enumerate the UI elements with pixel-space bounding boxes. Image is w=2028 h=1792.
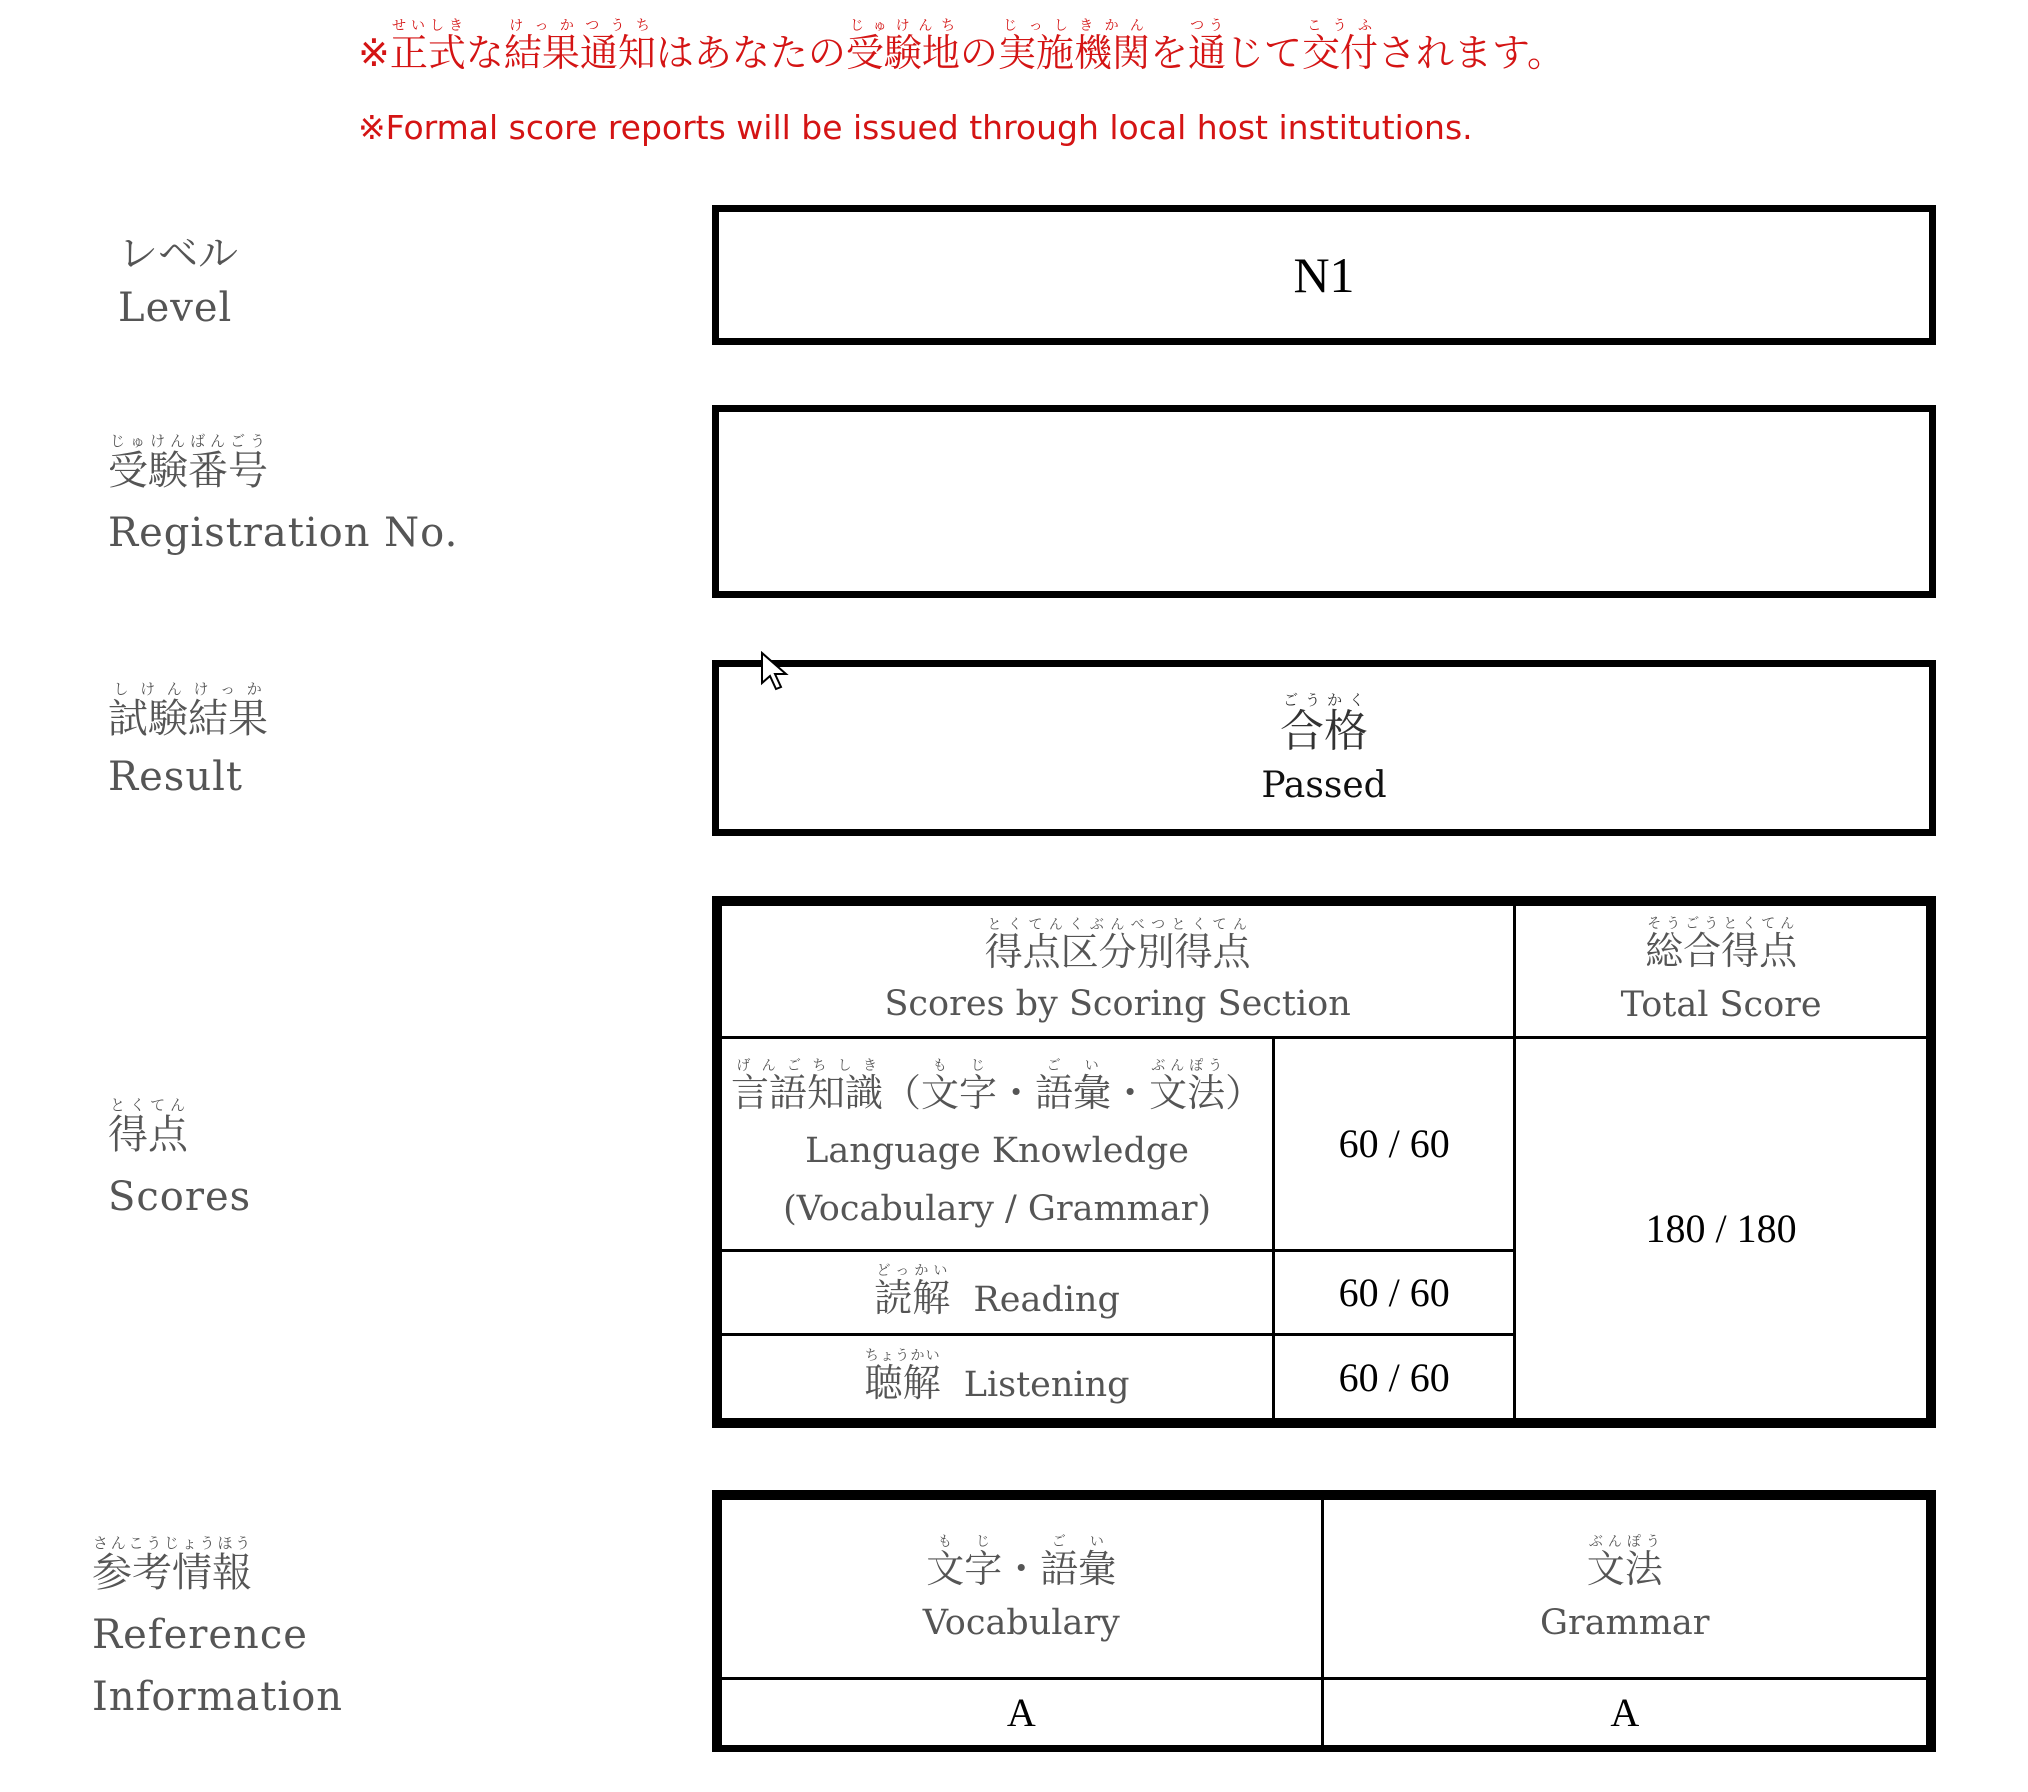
language-knowledge-en-line2: (Vocabulary / Grammar) — [783, 1189, 1212, 1230]
text-segment: じて — [1225, 31, 1302, 75]
ruby-segment — [845, 18, 960, 75]
language-knowledge-ja — [722, 1058, 1272, 1117]
ruby-base: 語彙 — [1040, 1547, 1117, 1591]
result-en: Passed — [1261, 764, 1387, 806]
ruby-base: 文字 — [926, 1547, 1003, 1591]
result-label-ja: 試験結果 — [108, 696, 268, 742]
ruby-segment — [921, 1058, 998, 1116]
grammar-header-ruby: ぶんぽう — [1586, 1534, 1663, 1550]
level-label-ja: レベル — [118, 231, 238, 277]
language-knowledge-score: 60 / 60 — [1338, 1121, 1450, 1167]
text-segment: ※ — [358, 31, 390, 75]
ruby-reading: けっかつうち — [503, 18, 656, 34]
text-segment: ・ — [997, 1071, 1036, 1116]
ruby-segment — [389, 18, 466, 75]
text-segment: を — [1149, 31, 1188, 75]
total-score: 180 / 180 — [1645, 1205, 1797, 1251]
text-segment: （ — [883, 1071, 922, 1116]
registration-label — [108, 432, 458, 556]
result-label-ruby: しけんけっか — [108, 680, 268, 698]
section-header-ja: 得点区分別得点 — [984, 930, 1251, 975]
reading-cell — [721, 1251, 1274, 1335]
text-segment: の — [959, 31, 998, 75]
reading-score: 60 / 60 — [1338, 1270, 1450, 1316]
level-value-box — [712, 205, 1936, 345]
result-ruby: ごうかく — [1280, 690, 1368, 709]
reference-label — [92, 1534, 343, 1720]
total-header-ja: 総合得点 — [1645, 929, 1798, 974]
ruby-base: 結果通知 — [503, 31, 656, 75]
ruby-base: 言語知識 — [731, 1071, 884, 1116]
text-segment: ・ — [1002, 1547, 1041, 1591]
ruby-segment — [997, 18, 1150, 75]
total-header-cell — [1515, 905, 1928, 1038]
vocabulary-header-cell — [721, 1499, 1323, 1679]
reference-label-ja: 参考情報 — [92, 1550, 252, 1596]
registration-value-box — [712, 405, 1936, 598]
ruby-segment — [731, 1058, 884, 1116]
grammar-header-en: Grammar — [1540, 1603, 1710, 1643]
level-label-en: Level — [118, 285, 233, 331]
section-header-ruby: とくてんくぶんべつとくてん — [984, 917, 1251, 934]
grammar-grade-cell — [1322, 1679, 1927, 1747]
text-segment: ） — [1225, 1071, 1264, 1116]
ruby-reading: こうふ — [1302, 18, 1379, 34]
result-ja: 合格 — [1280, 705, 1368, 757]
reference-label-en-line1: Reference — [92, 1612, 308, 1658]
ruby-base: 実施機関 — [997, 31, 1150, 75]
scores-label-ruby: とくてん — [108, 1096, 188, 1114]
reference-table — [719, 1497, 1929, 1748]
text-segment: されます。 — [1378, 31, 1565, 75]
official-notice-ja — [358, 18, 1565, 77]
language-knowledge-en-line1: Language Knowledge — [805, 1131, 1190, 1172]
ruby-base: 文法 — [1149, 1071, 1226, 1116]
scores-label-en: Scores — [108, 1174, 252, 1220]
ruby-base: 通 — [1187, 31, 1226, 75]
listening-score: 60 / 60 — [1338, 1354, 1450, 1400]
ruby-reading: じゅけんち — [845, 18, 960, 34]
reading-score-cell — [1274, 1251, 1515, 1335]
registration-label-ruby: じゅけんばんごう — [108, 432, 268, 450]
ruby-segment — [1149, 1058, 1226, 1116]
ruby-reading: もじ — [926, 1534, 1003, 1550]
scores-label-ja: 得点 — [108, 1112, 188, 1158]
listening-score-cell — [1274, 1335, 1515, 1420]
grammar-grade: A — [1610, 1690, 1640, 1735]
ruby-base: 語彙 — [1035, 1071, 1112, 1116]
total-header-ruby: そうごうとくてん — [1645, 916, 1798, 933]
ruby-reading: げんごちしき — [731, 1058, 884, 1075]
listening-cell — [721, 1335, 1274, 1420]
vocabulary-header-en: Vocabulary — [922, 1603, 1120, 1643]
registration-label-en: Registration No. — [108, 510, 459, 556]
ruby-segment — [1187, 18, 1226, 75]
ruby-reading: もじ — [921, 1058, 998, 1075]
text-segment: な — [465, 31, 504, 75]
ruby-base: 正式 — [389, 31, 466, 75]
section-header-cell — [721, 905, 1515, 1038]
mouse-pointer-icon — [760, 651, 790, 691]
reading-ja: 読解 — [874, 1276, 951, 1321]
language-knowledge-cell — [721, 1037, 1274, 1250]
ruby-segment — [503, 18, 656, 75]
reference-label-en-line2: Information — [92, 1674, 344, 1720]
language-knowledge-score-cell — [1274, 1037, 1515, 1250]
scores-label — [108, 1096, 251, 1220]
ruby-base: 受験地 — [845, 31, 960, 75]
ruby-segment — [1302, 18, 1379, 75]
result-box — [712, 660, 1936, 836]
section-header-en: Scores by Scoring Section — [884, 984, 1351, 1025]
grammar-header-ja: 文法 — [1586, 1547, 1663, 1591]
vocabulary-grade: A — [1006, 1690, 1036, 1735]
ruby-reading: ごい — [1035, 1058, 1112, 1075]
total-header-en: Total Score — [1620, 985, 1822, 1026]
ruby-segment — [1040, 1534, 1117, 1591]
level-label — [118, 222, 238, 331]
ruby-reading: ごい — [1040, 1534, 1117, 1550]
official-notice-en: ※Formal score reports will be issued through local host institutions. — [358, 108, 1473, 147]
text-segment: はあなたの — [655, 31, 846, 75]
registration-label-ja: 受験番号 — [108, 448, 268, 494]
listening-en: Listening — [963, 1364, 1130, 1405]
ruby-segment — [926, 1534, 1003, 1591]
vocabulary-header-ja — [722, 1534, 1321, 1593]
ruby-segment — [1035, 1058, 1112, 1116]
grammar-header-cell — [1322, 1499, 1927, 1679]
ruby-reading: ぶんぽう — [1149, 1058, 1226, 1075]
ruby-reading: じっしきかん — [997, 18, 1150, 34]
reading-ruby: どっかい — [874, 1263, 951, 1280]
result-label — [108, 680, 268, 800]
ruby-reading: つう — [1187, 18, 1226, 34]
reference-label-ruby: さんこうじょうほう — [92, 1534, 252, 1552]
total-score-cell — [1515, 1037, 1928, 1419]
ruby-base: 交付 — [1302, 31, 1379, 75]
reading-en: Reading — [973, 1280, 1120, 1321]
scores-table — [719, 903, 1929, 1421]
vocabulary-grade-cell — [721, 1679, 1323, 1747]
text-segment: ・ — [1111, 1071, 1150, 1116]
listening-ja: 聴解 — [864, 1360, 941, 1405]
result-label-en: Result — [108, 754, 243, 800]
ruby-base: 文字 — [921, 1071, 998, 1116]
ruby-reading: せいしき — [389, 18, 466, 34]
level-value: N1 — [1293, 247, 1355, 303]
listening-ruby: ちょうかい — [864, 1347, 941, 1364]
